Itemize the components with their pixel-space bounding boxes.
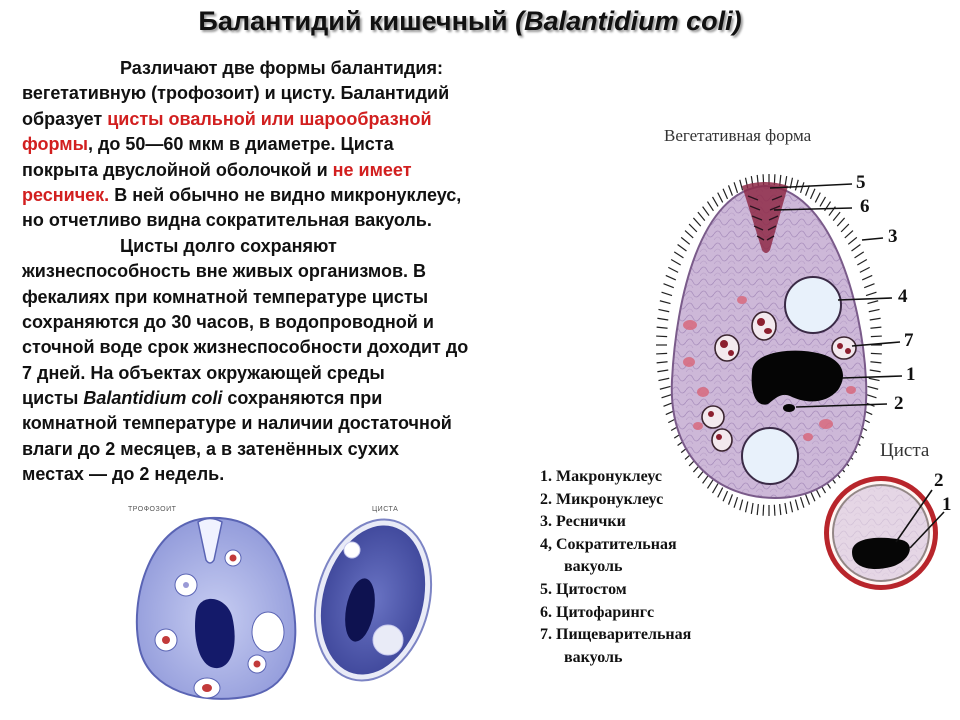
callout-4: 4 xyxy=(898,286,908,307)
cyst-caption: Циста xyxy=(880,440,930,461)
text-segment: цисты xyxy=(22,388,84,409)
small-trophozoite-drawing xyxy=(137,518,295,699)
text-segment: , до 50—60 мкм в диаметре. Циста xyxy=(87,134,394,155)
legend xyxy=(540,466,691,669)
text-segment: В ней обычно не видно микронуклеус, xyxy=(109,184,462,205)
cyst-form xyxy=(824,476,944,590)
text-segment: 7 дней. На объектах окружающей среды xyxy=(22,362,385,383)
text-segment: Balantidium coli xyxy=(83,388,223,409)
vegetative-form xyxy=(672,182,866,498)
highlighted-text: формы xyxy=(22,134,88,155)
title-main: Балантидий кишечный xyxy=(198,6,508,36)
cyst-callout-2: 2 xyxy=(934,470,944,491)
highlighted-text: цисты овальной или шарообразной xyxy=(107,108,432,129)
legend-item: вакуоль xyxy=(564,558,623,576)
text-segment: жизнеспособность вне живых организмов. В xyxy=(22,261,427,282)
callout-1: 1 xyxy=(906,364,916,385)
vegetative-form-caption: Вегетативная форма xyxy=(664,126,812,145)
small-cyst-caption: ЦИСТА xyxy=(372,506,399,513)
callout-7: 7 xyxy=(904,330,914,351)
macronucleus xyxy=(752,351,843,405)
text-segment: местах — до 2 недель. xyxy=(22,464,225,485)
text-segment: влаги до 2 месяцев, а в затенённых сухих xyxy=(22,438,399,459)
text-segment: сточной воде срок жизнеспособности доходит до xyxy=(22,337,469,358)
contractile-vacuole xyxy=(742,428,798,484)
text-segment: комнатной температуре и наличии достаточной xyxy=(22,413,452,434)
highlighted-text: ресничек. xyxy=(22,184,110,205)
callout-6: 6 xyxy=(860,196,870,217)
small-trophozoite-caption: ТРОФОЗОИТ xyxy=(128,506,177,513)
text-segment: Цисты долго сохраняют xyxy=(120,235,337,256)
contractile-vacuole xyxy=(785,277,841,333)
text-segment: образует xyxy=(22,108,108,129)
text-segment: сохраняются при xyxy=(222,388,383,409)
micronucleus xyxy=(783,404,795,412)
legend-item: 6. Цитофарингс xyxy=(540,603,655,621)
text-segment: но отчетливо видна сократительная вакуоль. xyxy=(22,210,432,231)
text-segment: сохраняются до 30 часов, в водопроводной и xyxy=(22,311,434,332)
callout-2: 2 xyxy=(894,393,904,414)
callout-3: 3 xyxy=(888,226,898,247)
small-cyst-drawing xyxy=(298,506,449,693)
text-segment: покрыта двуслойной оболочкой и xyxy=(22,159,333,180)
legend-item: 2. Микронуклеус xyxy=(540,490,664,508)
text-segment: фекалиях при комнатной температуре цисты xyxy=(22,286,429,307)
legend-item: 5. Цитостом xyxy=(540,580,627,598)
legend-item: 4, Сократительная xyxy=(540,535,677,553)
callout-5: 5 xyxy=(856,172,866,193)
legend-item: 7. Пищеварительная xyxy=(540,626,692,644)
legend-item: 1. Макронуклеус xyxy=(540,468,662,485)
cyst-callout-1: 1 xyxy=(942,494,952,515)
title-latin: (Balantidium coli) xyxy=(515,6,742,36)
text-segment: Различают две формы балантидия: xyxy=(120,58,443,78)
highlighted-text: не имеет xyxy=(332,159,412,180)
legend-item: вакуоль xyxy=(564,648,623,666)
text-segment: вегетативную (трофозоит) и цисту. Балантидий xyxy=(22,83,450,104)
legend-item: 3. Реснички xyxy=(540,513,626,531)
